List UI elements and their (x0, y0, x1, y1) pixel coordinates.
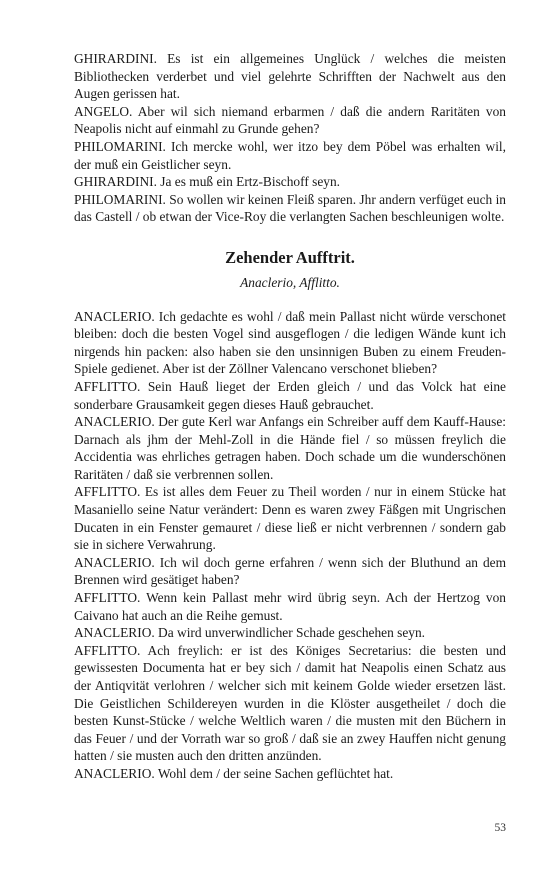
dialogue-paragraph: AFFLITTO. Sein Hauß lieget der Erden gleich / und das Volck hat eine sonderbare Grausamkeit gegen dieses Hauß gebrauchet. (74, 378, 506, 412)
dialogue-paragraph: ANACLERIO. Der gute Kerl war Anfangs ein Schreiber auff dem Kauff-Hause: Darnach als jhm der Mehl-Zoll in die Hände fiel / so müssen freylich die Accidentia was ehrliches getragen haben. Doch schade um die wunderschönen Raritäten / daß sie verbrennen sollen. (74, 414, 506, 482)
dialogue-paragraph: AFFLITTO. Ach freylich: er ist des Königes Secretarius: die besten und gewissesten Documenta hat er bey sich / damit hat Neapolis einen Schatz aus der Antiqvität verlohren / welcher sich mit keinem Golde wieder ersetzen läst. Die Geistlichen Schildereyen wurden in die Klöster ausgetheilet / doch die besten Kunst-Stücke / welche Weltlich waren / die musten mit den Büchern in das Feuer / und der Vorrath war so groß / daß sie an zwey Hauffen nicht genung hatten / sie musten auch den dritten anzünden. (74, 642, 506, 764)
dialogue-paragraph: GHIRARDINI. Ja es muß ein Ertz-Bischoff seyn. (74, 174, 341, 190)
dialogue-paragraph: ANACLERIO. Da wird unverwindlicher Schade geschehen seyn. (74, 625, 426, 641)
page-body (74, 50, 506, 783)
page-number: 53 (494, 822, 506, 834)
dialogue-paragraph: ANGELO. Aber wil sich niemand erbarmen / daß die andern Raritäten von Neapolis nicht auf einmahl zu Grunde gehen? (74, 103, 506, 137)
dialogue-paragraph: ANACLERIO. Wohl dem / der seine Sachen geflüchtet hat. (74, 765, 394, 781)
dialogue-paragraph: ANACLERIO. Ich gedachte es wohl / daß mein Pallast nicht würde verschonet bleiben: doch die besten Vogel sind ausgeflogen / die ledigen Wände kunt ich nirgends hin packen: also haben sie den unsinnigen Buben zu einem Freuden-Spiele gedienet. Aber ist der Zöllner Valencano verschonet blieben? (74, 308, 506, 377)
scene-persons: Anaclerio, Afflitto. (240, 274, 340, 290)
dialogue-paragraph: AFFLITTO. Wenn kein Pallast mehr wird übrig seyn. Ach der Hertzog von Caivano hat auch an die Reihe gemust. (74, 590, 506, 623)
dialogue-paragraph: ANACLERIO. Ich wil doch gerne erfahren / wenn sich der Bluthund an dem Brennen wird gesätiget haben? (74, 554, 506, 588)
dialogue-paragraph: PHILOMARINI. Ich mercke wohl, wer itzo bey dem Pöbel was erhalten wil, der muß ein Geistlicher seyn. (74, 138, 506, 172)
dialogue-paragraph: AFFLITTO. Es ist alles dem Feuer zu Theil worden / nur in einem Stücke hat Masaniello seine Natur verändert: Denn es waren zwey Fäßgen mit Ungrischen Ducaten in ein Fenster gemauret / diese ließ er nicht verbrennen / sondern gab sie in sichere Verwahrung. (74, 484, 506, 553)
dialogue-block-before (74, 50, 506, 226)
dialogue-block-after (74, 308, 506, 783)
scene-title: Zehender Aufftrit. (225, 247, 355, 267)
dialogue-paragraph: GHIRARDINI. Es ist ein allgemeines Unglück / welches die meisten Bibliothecken verderbet und viel gelehrte Schrifften der Nachwelt aus den Augen gerissen hat. (74, 51, 506, 102)
dialogue-paragraph: PHILOMARINI. So wollen wir keinen Fleiß sparen. Jhr andern verfüget euch in das Castell / ob etwan der Vice-Roy die verlangten Sachen beschleunigen wolte. (74, 191, 506, 225)
